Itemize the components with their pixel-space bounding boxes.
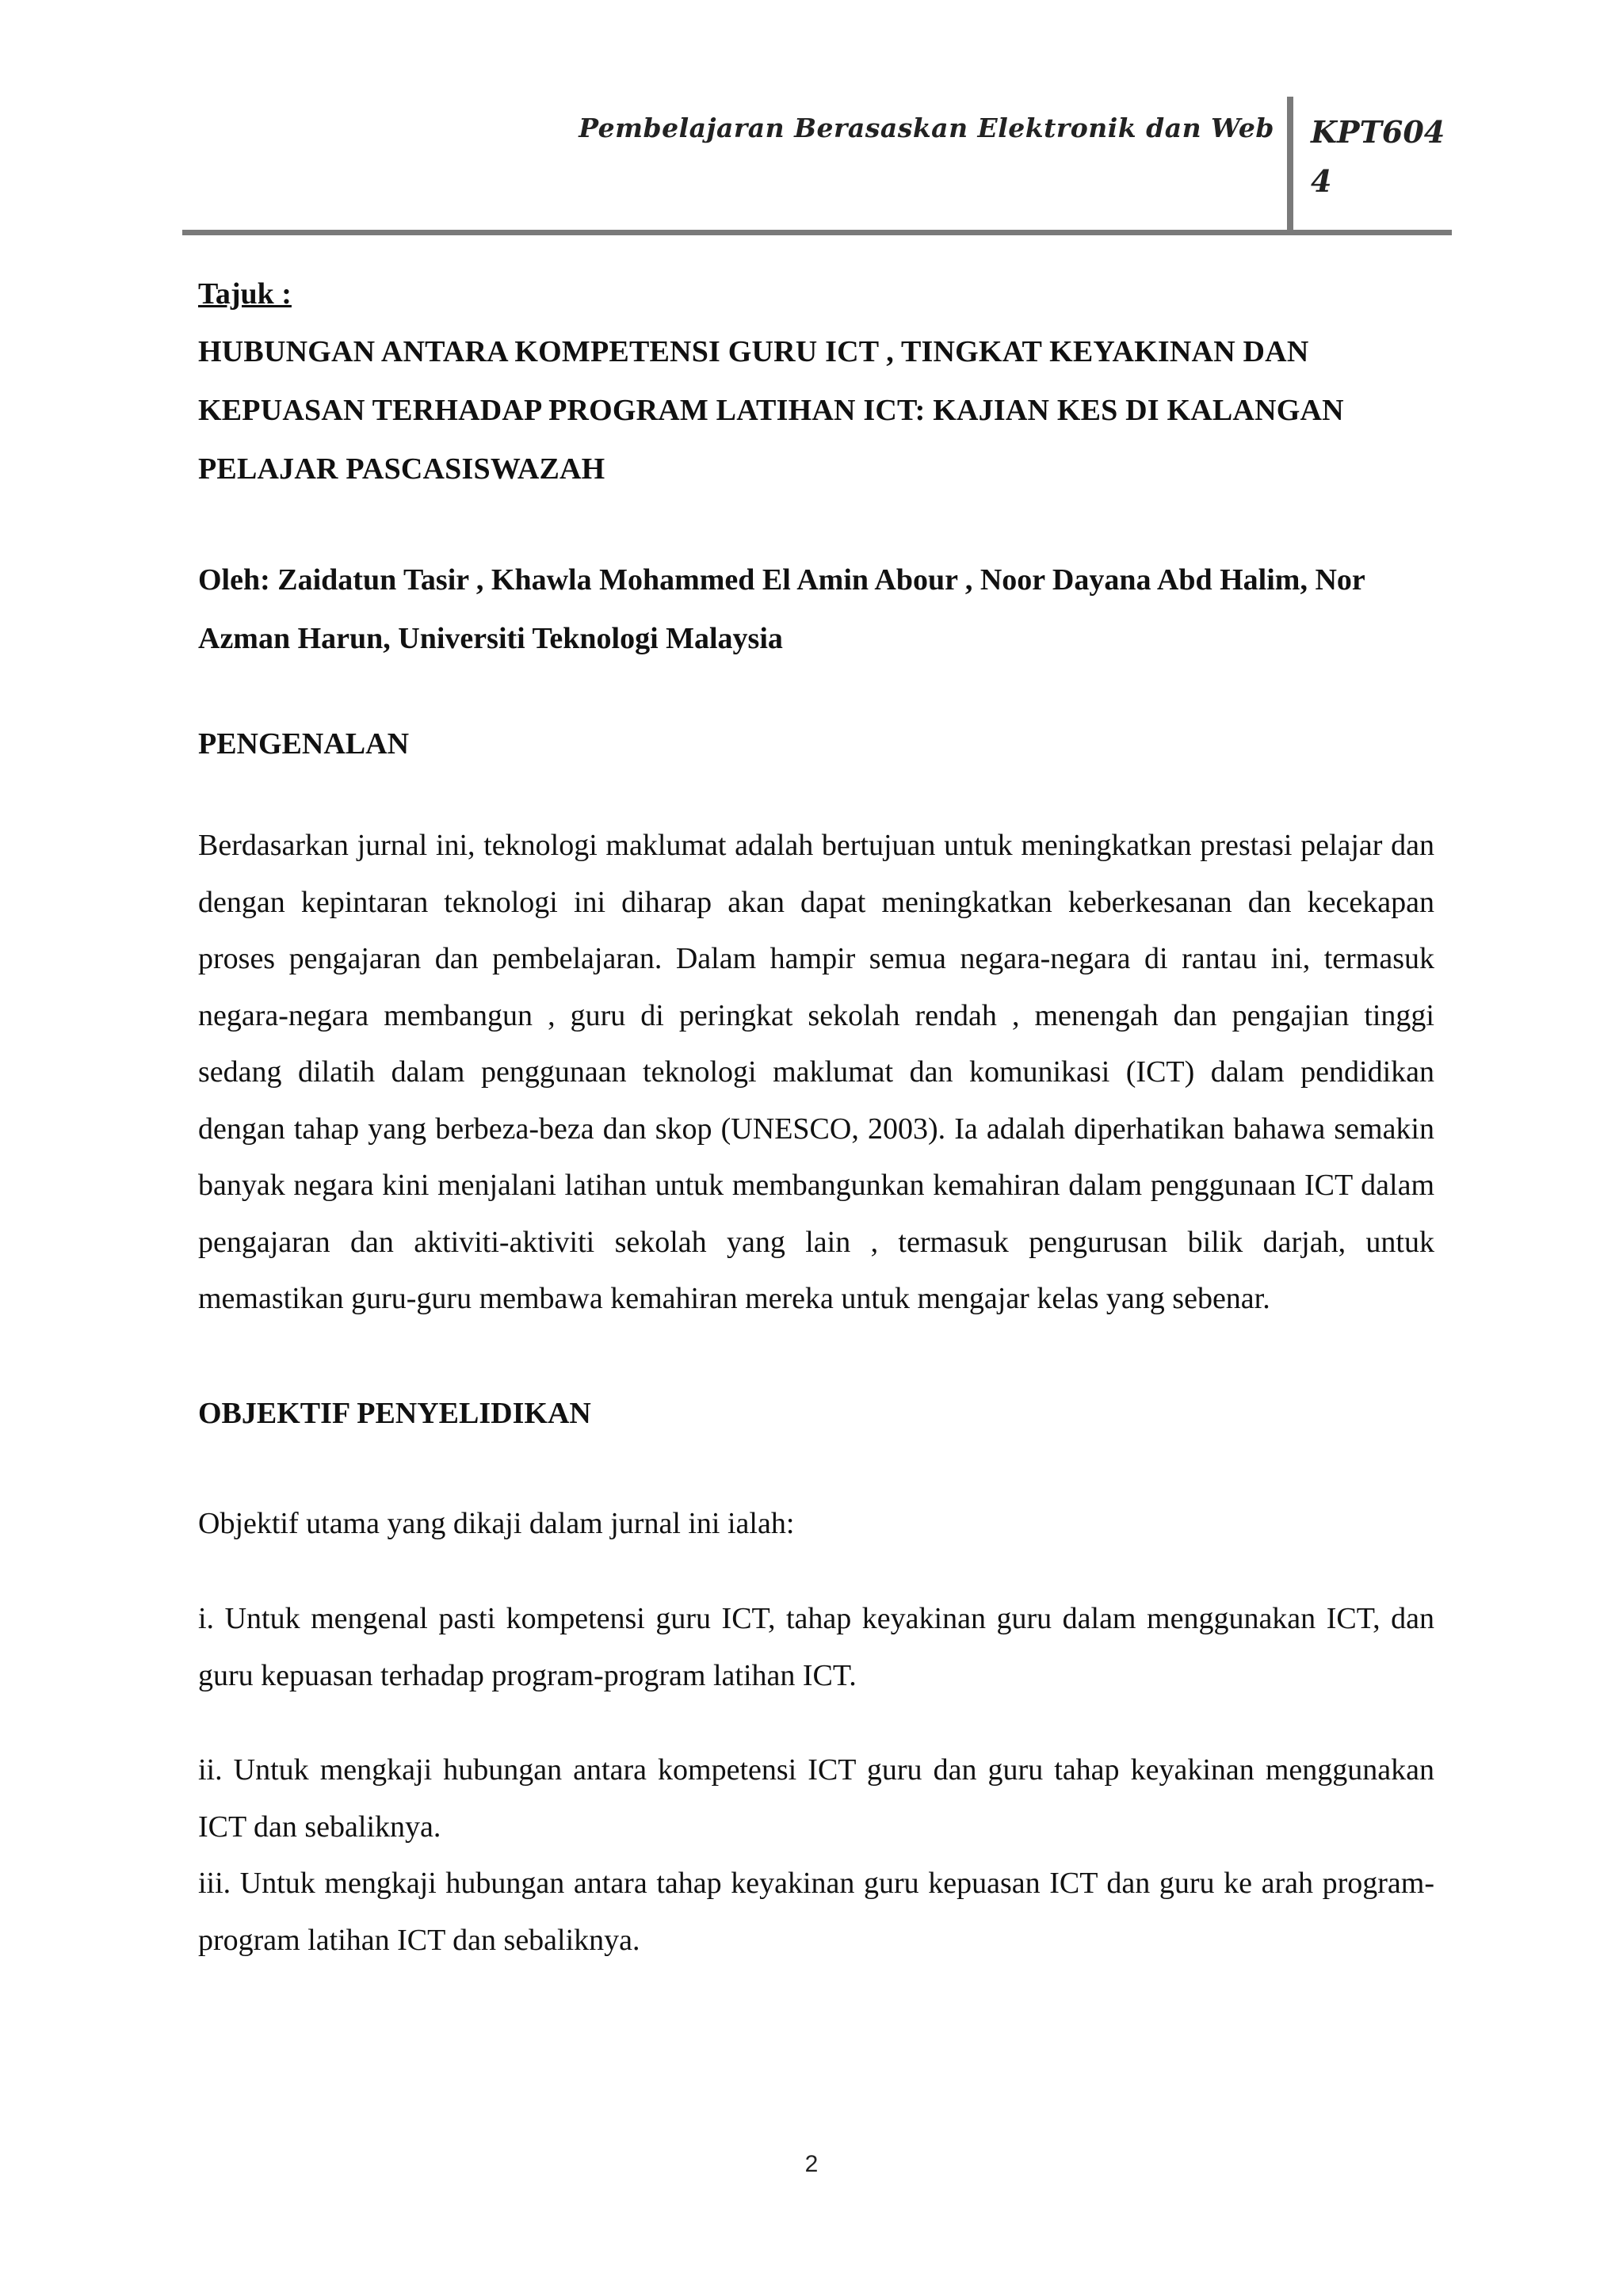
page-number: 2 [804, 2151, 819, 2177]
document-body [198, 273, 1434, 1969]
header-vertical-divider [1287, 97, 1293, 233]
objective-item: i. Untuk mengenal pasti kompetensi guru ICT, tahap keyakinan guru dalam menggunakan ICT, dan guru kepuasan terhadap program-program latihan ICT. [198, 1602, 1434, 1692]
introduction-paragraph: Berdasarkan jurnal ini, teknologi maklumat adalah bertujuan untuk meningkatkan prestasi pelajar dan dengan kepintaran teknologi ini diharap akan dapat meningkatkan keberkesanan dan kecekapan proses pengajaran dan pembelajaran. Dalam hampir semua negara-negara di rantau ini, termasuk negara-negara membangun , guru di peringkat sekolah rendah , menengah dan pengajian tinggi sedang dilatih dalam penggunaan teknologi maklumat dan komunikasi (ICT) dalam pendidikan dengan tahap yang berbeza-beza dan skop (UNESCO, 2003). Ia adalah diperhatikan bahawa semakin banyak negara kini menjalani latihan untuk membangunkan kemahiran dalam penggunaan ICT dalam pengajaran dan aktiviti-aktiviti sekolah yang lain , termasuk pengurusan bilik darjah, untuk memastikan guru-guru membawa kemahiran mereka untuk mengajar kelas yang sebenar. [198, 829, 1434, 1315]
objectives-lead: Objektif utama yang dikaji dalam jurnal ini ialah: [198, 1506, 795, 1540]
header-horizontal-divider [182, 230, 1452, 235]
title-label: Tajuk : [198, 277, 292, 311]
introduction-heading: PENGENALAN [198, 727, 410, 761]
header-course-code: KPT6044 [1311, 114, 1445, 199]
document-title: HUBUNGAN ANTARA KOMPETENSI GURU ICT , TINGKAT KEYAKINAN DAN KEPUASAN TERHADAP PROGRAM LATIHAN ICT: KAJIAN KES DI KALANGAN PELAJAR PASCASISWAZAH [198, 335, 1344, 486]
objective-item: ii. Untuk mengkaji hubungan antara kompetensi ICT guru dan guru tahap keyakinan menggunakan ICT dan sebaliknya. [198, 1753, 1434, 1844]
objectives-section [198, 1393, 1434, 1970]
objectives-heading: OBJEKTIF PENYELIDIKAN [198, 1396, 591, 1430]
header-course-title: Pembelajaran Berasaskan Elektronik dan Web [579, 113, 1274, 143]
introduction-section [198, 723, 1434, 1328]
running-header [0, 0, 1623, 238]
objective-item: iii. Untuk mengkaji hubungan antara tahap keyakinan guru kepuasan ICT dan guru ke arah program-program latihan ICT dan sebaliknya. [198, 1867, 1434, 1957]
author-line: Oleh: Zaidatun Tasir , Khawla Mohammed El Amin Abour , Noor Dayana Abd Halim, Nor Azman Harun, Universiti Teknologi Malaysia [198, 563, 1365, 655]
